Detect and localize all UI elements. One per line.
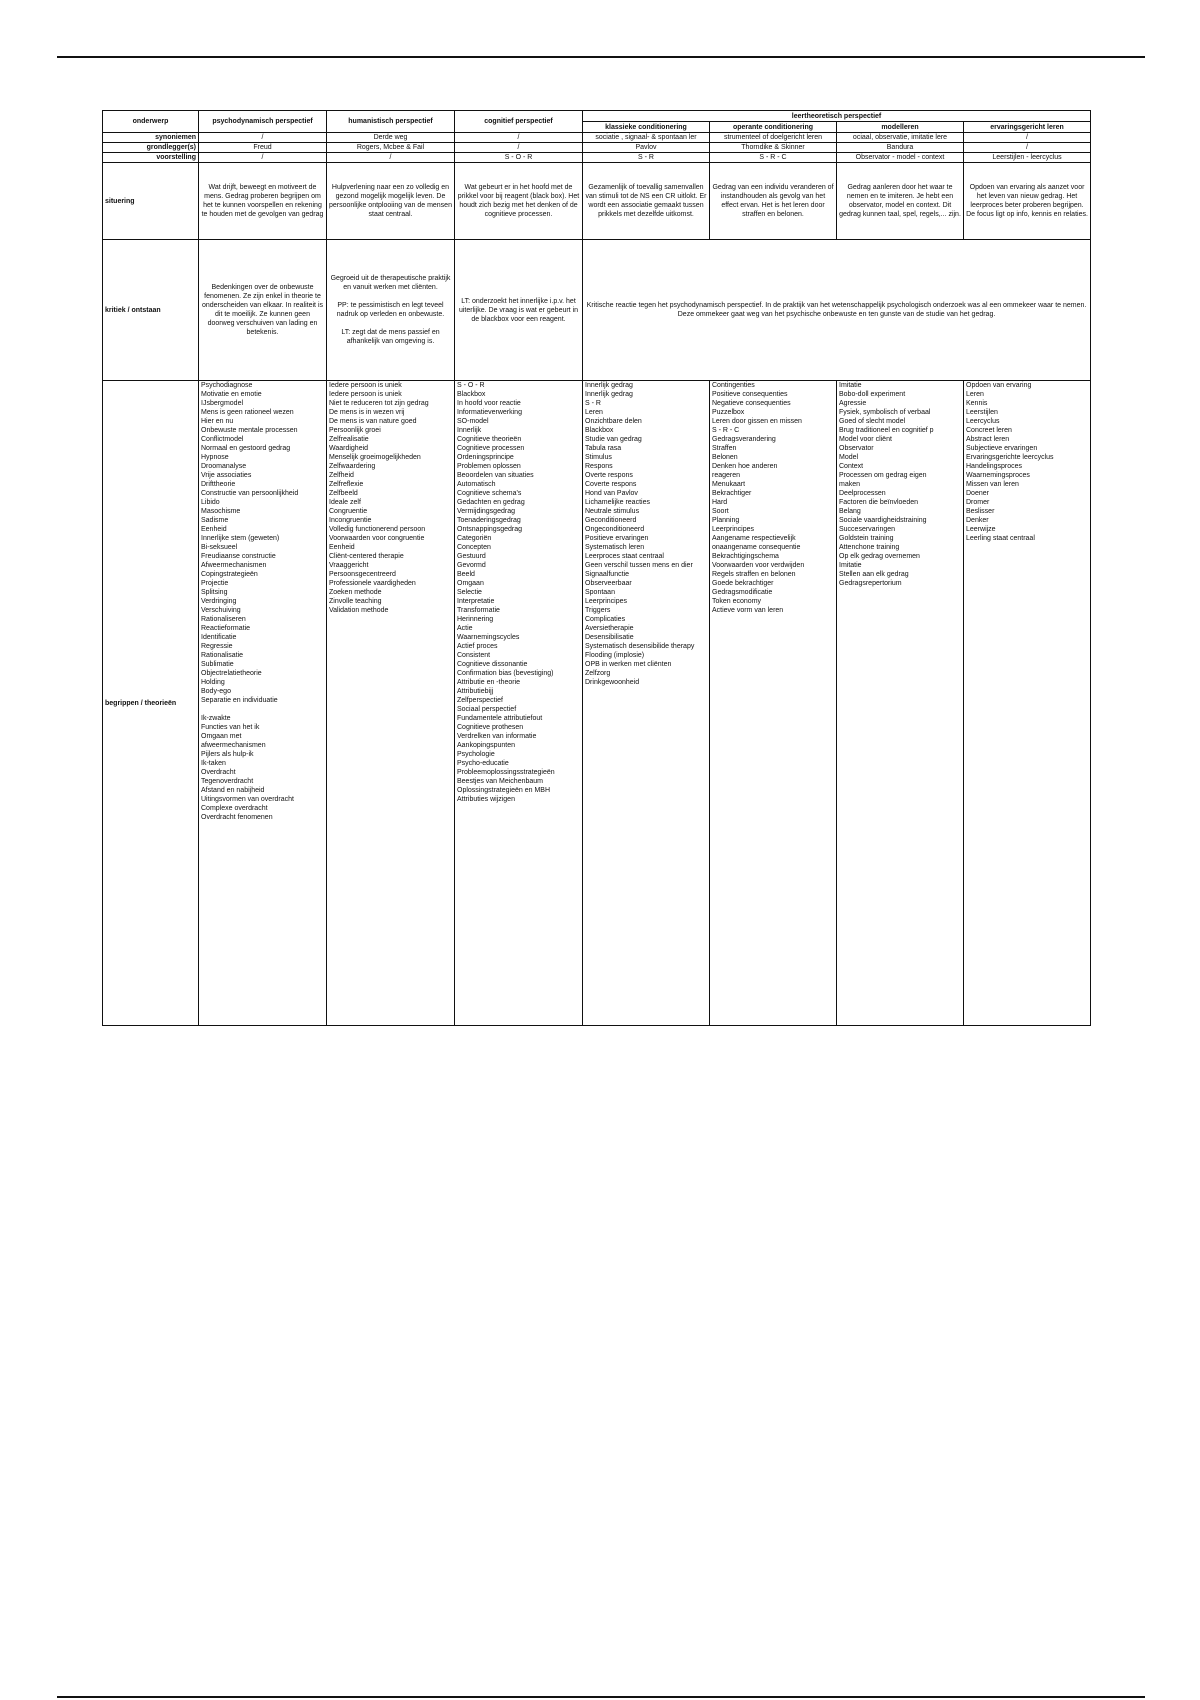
cell: Rogers, Mcbee & Fail xyxy=(327,143,455,153)
list-operante xyxy=(710,381,837,1026)
list-item: De mens is van nature goed xyxy=(329,418,417,425)
list-humanistisch xyxy=(327,381,455,1026)
list-item: Professionele vaardigheden xyxy=(329,580,416,587)
list-item: Imitatie xyxy=(839,382,862,389)
list-item: Interpretatie xyxy=(457,598,495,605)
list-item: Cliënt-centered therapie xyxy=(329,553,404,560)
list-item: SO-model xyxy=(457,418,489,425)
list-item: Cognitieve processen xyxy=(457,445,525,452)
paragraph: PP: te pessimistisch en legt teveel nadruk op verleden en onbewuste. xyxy=(336,302,445,318)
list-item: Voorwaarden voor congruentie xyxy=(329,535,425,542)
list-item: Bobo-doll experiment xyxy=(839,391,906,398)
list-item: Omgaan xyxy=(457,580,484,587)
cell: S - R - C xyxy=(710,153,837,163)
list-item: Automatisch xyxy=(457,481,496,488)
list-item: IJsbergmodel xyxy=(201,400,244,407)
list-item: Studie van gedrag xyxy=(585,436,642,443)
list-item: Stimulus xyxy=(585,454,612,461)
list-item: Deelprocessen xyxy=(839,490,886,497)
list-item: Waarnemingscycles xyxy=(457,634,520,641)
list-item: Afweermechanismen xyxy=(201,562,267,569)
list-item: Gestuurd xyxy=(457,553,486,560)
list-klassieke xyxy=(583,381,710,1026)
list-item: Tegenoverdracht xyxy=(201,778,254,785)
list-item: Transformatie xyxy=(457,607,500,614)
cell: S - R xyxy=(583,153,710,163)
list-item: Conflictmodel xyxy=(201,436,244,443)
list-item: Lichamelijke reacties xyxy=(585,499,650,506)
list-item: Complexe overdracht xyxy=(201,805,268,812)
list-item: Overte respons xyxy=(585,472,633,479)
list-item: Eenheid xyxy=(201,526,227,533)
list-item: Belonen xyxy=(712,454,738,461)
list-item: Normaal en gestoord gedrag xyxy=(201,445,291,452)
list-item: Hard xyxy=(712,499,728,506)
list-item: Goed of slecht model xyxy=(839,418,906,425)
list-item: Psychologie xyxy=(457,751,495,758)
list-item: Abstract leren xyxy=(966,436,1010,443)
cell: Gezamenlijk of toevallig samenvallen van stimuli tot de NS een CR uitlokt. Er wordt een associatie gemaakt tussen prikkels met dezelfde uitkomst. xyxy=(583,163,710,240)
list-item: Neutrale stimulus xyxy=(585,508,640,515)
list-item: Afstand en nabijheid xyxy=(201,787,265,794)
list-item: Leren xyxy=(585,409,603,416)
list-item: Bekrachtiger xyxy=(712,490,752,497)
list-item: Sociaal perspectief xyxy=(457,706,517,713)
row-label: situering xyxy=(103,163,199,240)
cell: Bedenkingen over de onbewuste fenomenen. Ze zijn enkel in theorie te onderscheiden van elkaar. In realiteit is dit te moeilijk. Ze kunnen geen doorweg verschuiven van lading en betekenis. xyxy=(199,240,327,381)
list-item: maken xyxy=(839,481,861,488)
list-item: Belang xyxy=(839,508,861,515)
list-item: Menukaart xyxy=(712,481,746,488)
list-item: Aankopingspunten xyxy=(457,742,515,749)
list-item: Opdoen van ervaring xyxy=(966,382,1032,389)
list-item: Constructie van persoonlijkheid xyxy=(201,490,299,497)
header-onderwerp: onderwerp xyxy=(103,111,199,133)
list-item: Regressie xyxy=(201,643,233,650)
list-item: Sublimatie xyxy=(201,661,234,668)
list-item xyxy=(201,705,324,714)
list-item: Contingenties xyxy=(712,382,755,389)
list-item: Attenchone training xyxy=(839,544,900,551)
cell: sociatie , signaal- & spontaan ler xyxy=(583,133,710,143)
paragraph: LT: zegt dat de mens passief en afhankelijk van omgeving is. xyxy=(341,329,440,345)
list-item: Actie xyxy=(457,625,473,632)
cell: ociaal, observatie, imitatie lere xyxy=(837,133,964,143)
list-item: Kennis xyxy=(966,400,988,407)
cell xyxy=(327,240,455,381)
list-item: Goldstein training xyxy=(839,535,894,542)
list-item: Leerprincipes xyxy=(712,526,755,533)
list-item: Toenaderingsgedrag xyxy=(457,517,521,524)
list-item: Waardigheid xyxy=(329,445,369,452)
list-item: Cognitieve schema's xyxy=(457,490,522,497)
list-item: Respons xyxy=(585,463,613,470)
list-item: Attributie en -theorie xyxy=(457,679,521,686)
list-item: Concepten xyxy=(457,544,491,551)
list-item: Oplossingstrategieën en MBH xyxy=(457,787,550,794)
list-item: Hond van Pavlov xyxy=(585,490,638,497)
list-item: Agressie xyxy=(839,400,867,407)
cell: LT: onderzoekt het innerlijke i.p.v. het uiterlijke. De vraag is wat er gebeurt in de blackbox voor een reagent. xyxy=(455,240,583,381)
list-item: Incongruentie xyxy=(329,517,372,524)
list-item: Op elk gedrag overnemen xyxy=(839,553,920,560)
list-modelleren xyxy=(837,381,964,1026)
list-item: Categoriën xyxy=(457,535,492,542)
list-item: Vermijdingsgedrag xyxy=(457,508,515,515)
list-item: Projectie xyxy=(201,580,229,587)
list-item: Innerlijk gedrag xyxy=(585,391,633,398)
cell: Hulpverlening naar een zo volledig en gezond mogelijk mogelijk leven. De persoonlijke ontplooiing van de mensen staat centraal. xyxy=(327,163,455,240)
row-kritiek xyxy=(103,240,1091,381)
list-item: Attributies wijzigen xyxy=(457,796,515,803)
header-leertheoretisch: leertheoretisch perspectief xyxy=(583,111,1091,122)
cell: Kritische reactie tegen het psychodynamisch perspectief. In de praktijk van het wetenschappelijk psychologisch onderzoek was al een ommekeer waar te nemen. Deze ommekeer gaat weg van het psychische onbewuste en ten gunste van de studie van het gedrag. xyxy=(583,240,1091,381)
row-label: kritiek / ontstaan xyxy=(103,240,199,381)
list-item: Waarnemingsproces xyxy=(966,472,1030,479)
list-item: Spontaan xyxy=(585,589,615,596)
cell: / xyxy=(964,143,1091,153)
list-item: Hypnose xyxy=(201,454,229,461)
list-item: Informatieverwerking xyxy=(457,409,522,416)
list-item: Problemen oplossen xyxy=(457,463,521,470)
list-item: Denken hoe anderen xyxy=(712,463,778,470)
list-item: Gedragsmodificatie xyxy=(712,589,773,596)
list-item: Soort xyxy=(712,508,729,515)
list-item: Droomanalyse xyxy=(201,463,247,470)
list-item: afweermechanismen xyxy=(201,742,266,749)
list-item: Holding xyxy=(201,679,225,686)
list-item: Bi-seksueel xyxy=(201,544,238,551)
list-item: Leerprincipes xyxy=(585,598,628,605)
list-item: Systematisch leren xyxy=(585,544,645,551)
list-item: Complicaties xyxy=(585,616,626,623)
list-item: Selectie xyxy=(457,589,482,596)
list-item: Straffen xyxy=(712,445,737,452)
list-item: Objectrelatietheorie xyxy=(201,670,262,677)
header-ervaringsgericht: ervaringsgericht leren xyxy=(964,122,1091,133)
list-item: Zinvolle teaching xyxy=(329,598,382,605)
list-item: Fundamentele attributiefout xyxy=(457,715,543,722)
list-item: Leerwijze xyxy=(966,526,996,533)
list-item: Imitatie xyxy=(839,562,862,569)
bottom-rule xyxy=(57,1696,1145,1698)
list-item: Triggers xyxy=(585,607,611,614)
list-item: Validation methode xyxy=(329,607,389,614)
list-item: Congruentie xyxy=(329,508,368,515)
list-item: Ervaringsgerichte leercyclus xyxy=(966,454,1054,461)
list-item: Menselijk groeimogelijkheden xyxy=(329,454,421,461)
list-item: Stellen aan elk gedrag xyxy=(839,571,909,578)
list-item: Onzichtbare delen xyxy=(585,418,642,425)
row-label: grondlegger(s) xyxy=(103,143,199,153)
list-item: Zelfperspectief xyxy=(457,697,503,704)
list-item: Vrije associaties xyxy=(201,472,252,479)
list-item: Cognitieve dissonantie xyxy=(457,661,528,668)
list-item: Beslisser xyxy=(966,508,995,515)
list-item: Separatie en individuatie xyxy=(201,697,278,704)
list-item: Ontsnappingsgedrag xyxy=(457,526,522,533)
list-item: Iedere persoon is uniek xyxy=(329,391,402,398)
list-item: In hoofd voor reactie xyxy=(457,400,521,407)
list-item: Subjectieve ervaringen xyxy=(966,445,1038,452)
list-item: Drinkgewoonheid xyxy=(585,679,640,686)
cell: / xyxy=(455,143,583,153)
row-begrippen xyxy=(103,381,1091,1026)
header-modelleren: modelleren xyxy=(837,122,964,133)
list-item: Verdrelken van informatie xyxy=(457,733,537,740)
list-item: Ordeningsprincipe xyxy=(457,454,514,461)
list-item: Systematisch desensibilide therapy xyxy=(585,643,695,650)
list-item: Sociale vaardigheidstraining xyxy=(839,517,927,524)
list-item: Goede bekrachtiger xyxy=(712,580,774,587)
list-item: Actieve vorm van leren xyxy=(712,607,784,614)
list-item: Zoeken methode xyxy=(329,589,382,596)
list-item: Coverte respons xyxy=(585,481,637,488)
list-item: Probleemoplossingsstrategieën xyxy=(457,769,555,776)
list-item: Bekrachtigingschema xyxy=(712,553,779,560)
list-item: Drifttheorie xyxy=(201,481,236,488)
row-grondlegger xyxy=(103,143,1091,153)
list-item: Gevormd xyxy=(457,562,486,569)
cell: S - O - R xyxy=(455,153,583,163)
row-label: begrippen / theorieën xyxy=(103,381,199,1026)
list-item: reageren xyxy=(712,472,741,479)
cell: / xyxy=(327,153,455,163)
list-item: Vraaggericht xyxy=(329,562,369,569)
list-item: Actief proces xyxy=(457,643,498,650)
cell: / xyxy=(199,133,327,143)
cell: Derde weg xyxy=(327,133,455,143)
list-item: Innerlijk xyxy=(457,427,482,434)
list-item: onaangename consequentie xyxy=(712,544,801,551)
list-item: Uitingsvormen van overdracht xyxy=(201,796,294,803)
list-item: S - R - C xyxy=(712,427,740,434)
list-item: Zelfheid xyxy=(329,472,354,479)
row-label: voorstelling xyxy=(103,153,199,163)
cell: Gedrag aanleren door het waar te nemen en te imiteren. Je hebt een observator, model en context. Dit gedrag kunnen taal, spel, regels,... zijn. xyxy=(837,163,964,240)
list-item: Desensibilisatie xyxy=(585,634,634,641)
list-item: Aangename respectievelijk xyxy=(712,535,796,542)
list-item: Omgaan met xyxy=(201,733,242,740)
list-item: Zelfrealisatie xyxy=(329,436,369,443)
list-item: Aversietherapie xyxy=(585,625,634,632)
list-item: Succeservaringen xyxy=(839,526,896,533)
list-item: Beoordelen van situaties xyxy=(457,472,534,479)
list-item: Context xyxy=(839,463,864,470)
list-item: Volledig functionerend persoon xyxy=(329,526,426,533)
list-item: Leerling staat centraal xyxy=(966,535,1035,542)
list-item: Leerstijlen xyxy=(966,409,998,416)
cell: / xyxy=(199,153,327,163)
row-situering xyxy=(103,163,1091,240)
list-psychodynamisch xyxy=(199,381,327,1026)
list-item: Persoonlijk groei xyxy=(329,427,381,434)
list-item: Innerlijk gedrag xyxy=(585,382,633,389)
list-item: Body-ego xyxy=(201,688,231,695)
list-item: Ik-zwakte xyxy=(201,715,231,722)
list-item: Puzzelbox xyxy=(712,409,745,416)
list-item: Psychodiagnose xyxy=(201,382,253,389)
list-item: Overdracht xyxy=(201,769,236,776)
row-label: synoniemen xyxy=(103,133,199,143)
list-item: Psycho-educatie xyxy=(457,760,509,767)
list-item: Cognitieve prothesen xyxy=(457,724,524,731)
list-item: Observeerbaar xyxy=(585,580,632,587)
list-item: Flooding (implosie) xyxy=(585,652,645,659)
cell: / xyxy=(964,133,1091,143)
list-item: Ideale zelf xyxy=(329,499,361,506)
cell: Wat drijft, beweegt en motiveert de mens. Gedrag proberen begrijpen om het te kunnen voorspellen en rekening te houden met de gevolgen van gedrag xyxy=(199,163,327,240)
list-item: Factoren die beïnvloeden xyxy=(839,499,918,506)
list-item: Fysiek, symbolisch of verbaal xyxy=(839,409,931,416)
list-item: Copingstrategieën xyxy=(201,571,258,578)
list-item: Identificatie xyxy=(201,634,237,641)
list-item: Zelfbeeld xyxy=(329,490,358,497)
list-item: Confirmation bias (bevestiging) xyxy=(457,670,554,677)
top-rule xyxy=(57,56,1145,58)
list-item: Motivatie en emotie xyxy=(201,391,262,398)
list-item: Observator xyxy=(839,445,874,452)
list-item: Signaalfunctie xyxy=(585,571,629,578)
cell: strumenteel of doelgericht leren xyxy=(710,133,837,143)
list-item: Denker xyxy=(966,517,989,524)
list-item: Processen om gedrag eigen xyxy=(839,472,927,479)
list-item: Zelfwaardering xyxy=(329,463,376,470)
list-item: Pijlers als hulp-ik xyxy=(201,751,254,758)
list-item: Leren xyxy=(966,391,984,398)
cell: Freud xyxy=(199,143,327,153)
row-voorstelling xyxy=(103,153,1091,163)
row-synoniemen xyxy=(103,133,1091,143)
list-item: Doener xyxy=(966,490,989,497)
list-item: Masochisme xyxy=(201,508,241,515)
list-item: Functies van het ik xyxy=(201,724,260,731)
list-item: Eenheid xyxy=(329,544,355,551)
list-ervaringsgericht xyxy=(964,381,1091,1026)
header-humanistisch: humanistisch perspectief xyxy=(327,111,455,133)
list-item: Blackbox xyxy=(585,427,614,434)
list-item: Zelfreflexie xyxy=(329,481,364,488)
list-item: Herinnering xyxy=(457,616,494,623)
list-item: Attributiebijj xyxy=(457,688,494,695)
list-item: Missen van leren xyxy=(966,481,1019,488)
list-item: Reactieformatie xyxy=(201,625,251,632)
list-item: Ik-taken xyxy=(201,760,226,767)
cell: Observator - model - context xyxy=(837,153,964,163)
perspectives-table xyxy=(102,110,1091,1026)
cell: Pavlov xyxy=(583,143,710,153)
list-item: Iedere persoon is uniek xyxy=(329,382,402,389)
list-item: Dromer xyxy=(966,499,990,506)
list-item: De mens is in wezen vrij xyxy=(329,409,405,416)
list-item: Concreet leren xyxy=(966,427,1012,434)
list-item: Gedachten en gedrag xyxy=(457,499,525,506)
list-item: Hier en nu xyxy=(201,418,234,425)
cell: Leerstijlen - leercyclus xyxy=(964,153,1091,163)
list-item: Rationaliseren xyxy=(201,616,246,623)
list-item: Onbewuste mentale processen xyxy=(201,427,298,434)
list-item: Beestjes van Meichenbaum xyxy=(457,778,543,785)
list-item: Verdringing xyxy=(201,598,237,605)
list-item: Tabula rasa xyxy=(585,445,622,452)
list-item: Leercyclus xyxy=(966,418,1000,425)
list-item: Negatieve consequenties xyxy=(712,400,791,407)
list-item: Planning xyxy=(712,517,740,524)
list-item: Positieve ervaringen xyxy=(585,535,649,542)
list-item: Sadisme xyxy=(201,517,229,524)
header-psychodynamisch: psychodynamisch perspectief xyxy=(199,111,327,133)
list-item: Zelfzorg xyxy=(585,670,611,677)
list-item: Brug traditioneel en cognitief p xyxy=(839,427,934,434)
list-item: Niet te reduceren tot zijn gedrag xyxy=(329,400,429,407)
cell: Wat gebeurt er in het hoofd met de prikkel voor bij reagent (black box). Het houdt zich bezig met het denken of de cognitieve processen. xyxy=(455,163,583,240)
list-item: Gedragsrepertorium xyxy=(839,580,902,587)
list-item: Token economy xyxy=(712,598,762,605)
list-item: S - O - R xyxy=(457,382,485,389)
list-item: Voorwaarden voor verdwijden xyxy=(712,562,805,569)
list-item: Overdracht fenomenen xyxy=(201,814,273,821)
list-item: OPB in werken met cliënten xyxy=(585,661,672,668)
cell: Thorndike & Skinner xyxy=(710,143,837,153)
cell: / xyxy=(455,133,583,143)
list-item: Geconditioneerd xyxy=(585,517,637,524)
cell: Bandura xyxy=(837,143,964,153)
list-cognitief xyxy=(455,381,583,1026)
list-item: Blackbox xyxy=(457,391,486,398)
list-item: Libido xyxy=(201,499,220,506)
list-item: Mens is geen rationeel wezen xyxy=(201,409,294,416)
header-operante: operante conditionering xyxy=(710,122,837,133)
list-item: Geen verschil tussen mens en dier xyxy=(585,562,693,569)
header-cognitief: cognitief perspectief xyxy=(455,111,583,133)
list-item: Gedragsverandering xyxy=(712,436,776,443)
list-item: Leren door gissen en missen xyxy=(712,418,802,425)
list-item: Ongeconditioneerd xyxy=(585,526,645,533)
list-item: S - R xyxy=(585,400,601,407)
list-item: Persoonsgecentreerd xyxy=(329,571,396,578)
list-item: Verschuiving xyxy=(201,607,241,614)
list-item: Model voor cliënt xyxy=(839,436,892,443)
header-klassieke: klassieke conditionering xyxy=(583,122,710,133)
list-item: Innerlijke stem (geweten) xyxy=(201,535,280,542)
list-item: Positieve consequenties xyxy=(712,391,788,398)
list-item: Beeld xyxy=(457,571,475,578)
cell: Opdoen van ervaring als aanzet voor het leven van nieuw gedrag. Het leerproces beter proberen begrijpen. De focus ligt op info, kennis en relaties. xyxy=(964,163,1091,240)
list-item: Model xyxy=(839,454,859,461)
cell: Gedrag van een individu veranderen of instandhouden als gevolg van het effect ervan. Het is het leren door straffen en belonen. xyxy=(710,163,837,240)
list-item: Splitsing xyxy=(201,589,228,596)
list-item: Leerproces staat centraal xyxy=(585,553,664,560)
list-item: Consistent xyxy=(457,652,491,659)
list-item: Cognitieve theorieën xyxy=(457,436,522,443)
list-item: Handelingsproces xyxy=(966,463,1023,470)
list-item: Rationalisatie xyxy=(201,652,244,659)
list-item: Freudiaanse constructie xyxy=(201,553,276,560)
paragraph: Gegroeid uit de therapeutische praktijk en vanuit werken met cliënten. xyxy=(330,275,451,291)
list-item: Regels straffen en belonen xyxy=(712,571,796,578)
